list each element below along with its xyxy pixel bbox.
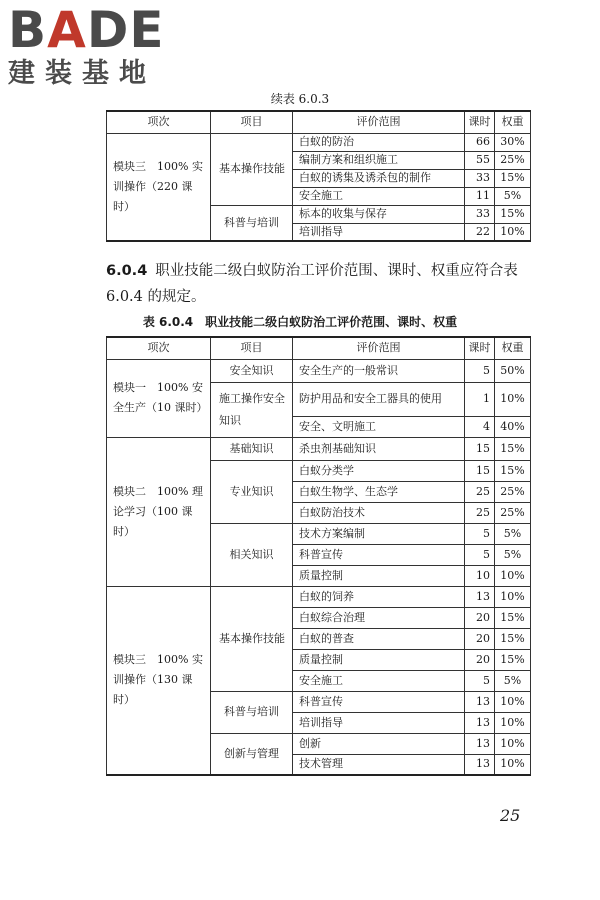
hours-cell: 15 <box>465 460 495 481</box>
hours-cell: 5 <box>465 523 495 544</box>
module-cell: 模块三 100% 实训操作（130 课时） <box>107 586 211 775</box>
weight-cell: 15% <box>495 607 531 628</box>
table2-header-row <box>107 337 531 359</box>
weight-cell: 10% <box>495 382 531 416</box>
hours-cell: 22 <box>465 223 495 241</box>
hours-cell: 4 <box>465 416 495 437</box>
hours-cell: 20 <box>465 607 495 628</box>
item-cell: 科普与培训 <box>211 205 293 241</box>
scope-cell: 安全施工 <box>293 670 465 691</box>
scope-cell: 白蚁的防治 <box>293 133 465 151</box>
table1-body <box>107 133 531 241</box>
section-text: 职业技能二级白蚁防治工评价范围、课时、权重应符合表 6.0.4 的规定。 <box>106 263 518 305</box>
table1-header-row <box>107 111 531 133</box>
item-cell: 施工操作安全知识 <box>211 382 293 437</box>
weight-cell: 5% <box>495 544 531 565</box>
hours-cell: 33 <box>465 205 495 223</box>
hours-cell: 55 <box>465 151 495 169</box>
header-weight: 权重 <box>495 111 531 133</box>
table2-body <box>107 359 531 775</box>
scope-cell: 技术方案编制 <box>293 523 465 544</box>
hours-cell: 11 <box>465 187 495 205</box>
hours-cell: 13 <box>465 691 495 712</box>
scope-cell: 白蚁的饲养 <box>293 586 465 607</box>
hours-cell: 5 <box>465 359 495 382</box>
weight-cell: 25% <box>495 151 531 169</box>
scope-cell: 白蚁防治技术 <box>293 502 465 523</box>
table-row <box>107 133 531 151</box>
header-item: 项目 <box>211 337 293 359</box>
scope-cell: 质量控制 <box>293 565 465 586</box>
hours-cell: 5 <box>465 670 495 691</box>
weight-cell: 15% <box>495 460 531 481</box>
weight-cell: 15% <box>495 437 531 460</box>
hours-cell: 13 <box>465 712 495 733</box>
brand-logo <box>8 1 178 90</box>
header-hours: 课时 <box>465 337 495 359</box>
weight-cell: 5% <box>495 523 531 544</box>
weight-cell: 15% <box>495 205 531 223</box>
table-row <box>107 586 531 607</box>
weight-cell: 10% <box>495 223 531 241</box>
logo-wordmark: BADE <box>8 1 165 59</box>
header-hours: 课时 <box>465 111 495 133</box>
weight-cell: 30% <box>495 133 531 151</box>
scope-cell: 白蚁分类学 <box>293 460 465 481</box>
logo-subtitle: 建装基地 <box>8 58 156 89</box>
weight-cell: 5% <box>495 187 531 205</box>
scope-cell: 杀虫剂基础知识 <box>293 437 465 460</box>
table-row <box>107 437 531 460</box>
scope-cell: 质量控制 <box>293 649 465 670</box>
item-cell: 基本操作技能 <box>211 586 293 691</box>
weight-cell: 15% <box>495 628 531 649</box>
section-paragraph <box>106 258 532 310</box>
module-cell: 模块三 100% 实训操作（220 课时） <box>107 133 211 241</box>
hours-cell: 33 <box>465 169 495 187</box>
item-cell: 创新与管理 <box>211 733 293 775</box>
weight-cell: 10% <box>495 712 531 733</box>
weight-cell: 10% <box>495 754 531 775</box>
hours-cell: 13 <box>465 733 495 754</box>
header-scope: 评价范围 <box>293 111 465 133</box>
item-cell: 专业知识 <box>211 460 293 523</box>
weight-cell: 25% <box>495 481 531 502</box>
weight-cell: 10% <box>495 565 531 586</box>
scope-cell: 安全、文明施工 <box>293 416 465 437</box>
header-item-no: 项次 <box>107 337 211 359</box>
scope-cell: 培训指导 <box>293 712 465 733</box>
header-item: 项目 <box>211 111 293 133</box>
table1-title: 续表 6.0.3 <box>270 92 330 106</box>
scope-cell: 白蚁的普查 <box>293 628 465 649</box>
weight-cell: 15% <box>495 649 531 670</box>
hours-cell: 10 <box>465 565 495 586</box>
weight-cell: 50% <box>495 359 531 382</box>
header-item-no: 项次 <box>107 111 211 133</box>
weight-cell: 10% <box>495 691 531 712</box>
hours-cell: 25 <box>465 502 495 523</box>
hours-cell: 25 <box>465 481 495 502</box>
hours-cell: 1 <box>465 382 495 416</box>
table2-title: 表 6.0.4 职业技能二级白蚁防治工评价范围、课时、权重 <box>142 315 458 329</box>
scope-cell: 创新 <box>293 733 465 754</box>
weight-cell: 10% <box>495 733 531 754</box>
weight-cell: 5% <box>495 670 531 691</box>
scope-cell: 科普宣传 <box>293 544 465 565</box>
page-number: 25 <box>500 806 521 825</box>
weight-cell: 15% <box>495 169 531 187</box>
hours-cell: 5 <box>465 544 495 565</box>
scope-cell: 标本的收集与保存 <box>293 205 465 223</box>
module-cell: 模块二 100% 理论学习（100 课时） <box>107 437 211 586</box>
header-weight: 权重 <box>495 337 531 359</box>
item-cell: 基础知识 <box>211 437 293 460</box>
module-cell: 模块一 100% 安全生产（10 课时） <box>107 359 211 437</box>
item-cell: 相关知识 <box>211 523 293 586</box>
hours-cell: 13 <box>465 586 495 607</box>
hours-cell: 15 <box>465 437 495 460</box>
scope-cell: 安全施工 <box>293 187 465 205</box>
scope-cell: 编制方案和组织施工 <box>293 151 465 169</box>
hours-cell: 20 <box>465 628 495 649</box>
hours-cell: 13 <box>465 754 495 775</box>
scope-cell: 防护用品和安全工器具的使用 <box>293 382 465 416</box>
hours-cell: 66 <box>465 133 495 151</box>
table2 <box>106 336 531 776</box>
scope-cell: 安全生产的一般常识 <box>293 359 465 382</box>
section-number: 6.0.4 <box>106 263 148 279</box>
weight-cell: 40% <box>495 416 531 437</box>
scope-cell: 技术管理 <box>293 754 465 775</box>
scope-cell: 科普宣传 <box>293 691 465 712</box>
scope-cell: 白蚁的诱集及诱杀包的制作 <box>293 169 465 187</box>
item-cell: 科普与培训 <box>211 691 293 733</box>
scope-cell: 培训指导 <box>293 223 465 241</box>
weight-cell: 25% <box>495 502 531 523</box>
item-cell: 基本操作技能 <box>211 133 293 205</box>
item-cell: 安全知识 <box>211 359 293 382</box>
hours-cell: 20 <box>465 649 495 670</box>
table-row <box>107 359 531 382</box>
table1 <box>106 110 531 242</box>
weight-cell: 10% <box>495 586 531 607</box>
header-scope: 评价范围 <box>293 337 465 359</box>
scope-cell: 白蚁综合治理 <box>293 607 465 628</box>
scope-cell: 白蚁生物学、生态学 <box>293 481 465 502</box>
